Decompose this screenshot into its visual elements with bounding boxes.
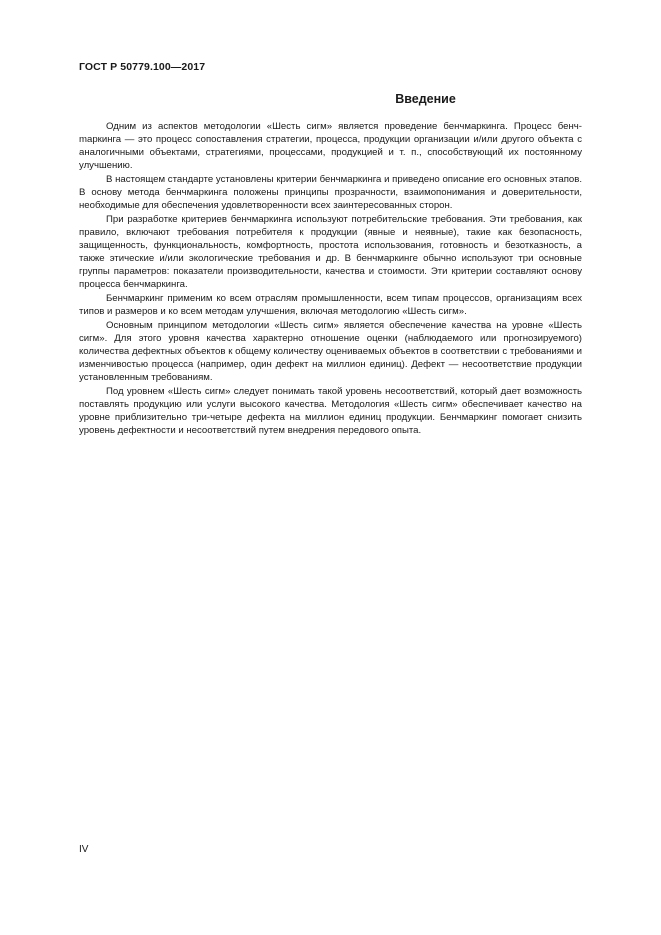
paragraph: При разработке критериев бенчмаркинга используют потребительские требования. Эти требования, как правило, включают требования потребителя к продукции (явные и неявные), такие как безопасность, защищенность, функциональность, комфортность, простота использования, готовность и безотказность, а также этические и/или экологические требования и др. В бенчмаркинге обычно используют три основные группы параметров: показатели производительности, качества и стоимости. Эти критерии составляют основу процесса бенчмаркинга. — [79, 213, 582, 291]
page-number: IV — [79, 844, 89, 855]
paragraph: Основным принципом методологии «Шесть сигм» является обеспечение качества на уровне «Шесть сигм». Для этого уровня качества характерно отношение оценки (наблюдаемого или прогнозируемого) количества дефектных объектов к общему количеству оцениваемых объектов в соответствии с требованиями и изменчивостью процесса (например, один дефект на миллион единиц). Дефект — несоответствие продукции установленным требованиям. — [79, 319, 582, 384]
document-header: ГОСТ Р 50779.100—2017 — [79, 61, 206, 73]
paragraph: Одним из аспектов методологии «Шесть сигм» является проведение бенчмаркинга. Процесс бенчmаркинга — это процесс сопоставления стратегии, процесса, продукции организации и/или другого объекта с аналогичными объектами, стратегиями, процессами, продукцией и т. п., способствующий их постоянному улучшению. — [79, 121, 582, 172]
introduction-body — [79, 120, 582, 438]
paragraph: Под уровнем «Шесть сигм» следует понимать такой уровень несоответствий, который дает возможность поставлять продукцию или услуги высокого качества. Методология «Шесть сигм» обеспечивает качество на уровне приблизительно три-четыре дефекта на миллион единиц продукции. Бенчмаркинг помогает снизить уровень дефектности и несоответствий путем внедрения передового опыта. — [79, 385, 582, 437]
section-title: Введение — [395, 92, 456, 106]
paragraph: В настоящем стандарте установлены критерии бенчмаркинга и приведено описание его основных этапов. В основу метода бенчмаркинга положены принципы прозрачности, взаимопонимания и доверительности, необходимые для обеспечения удовлетворенности всех заинтересованных сторон. — [79, 173, 582, 212]
paragraph: Бенчмаркинг применим ко всем отраслям промышленности, всем типам процессов, организациям всех типов и размеров и ко всем методам улучшения, включая методологию «Шесть сигм». — [79, 293, 582, 318]
